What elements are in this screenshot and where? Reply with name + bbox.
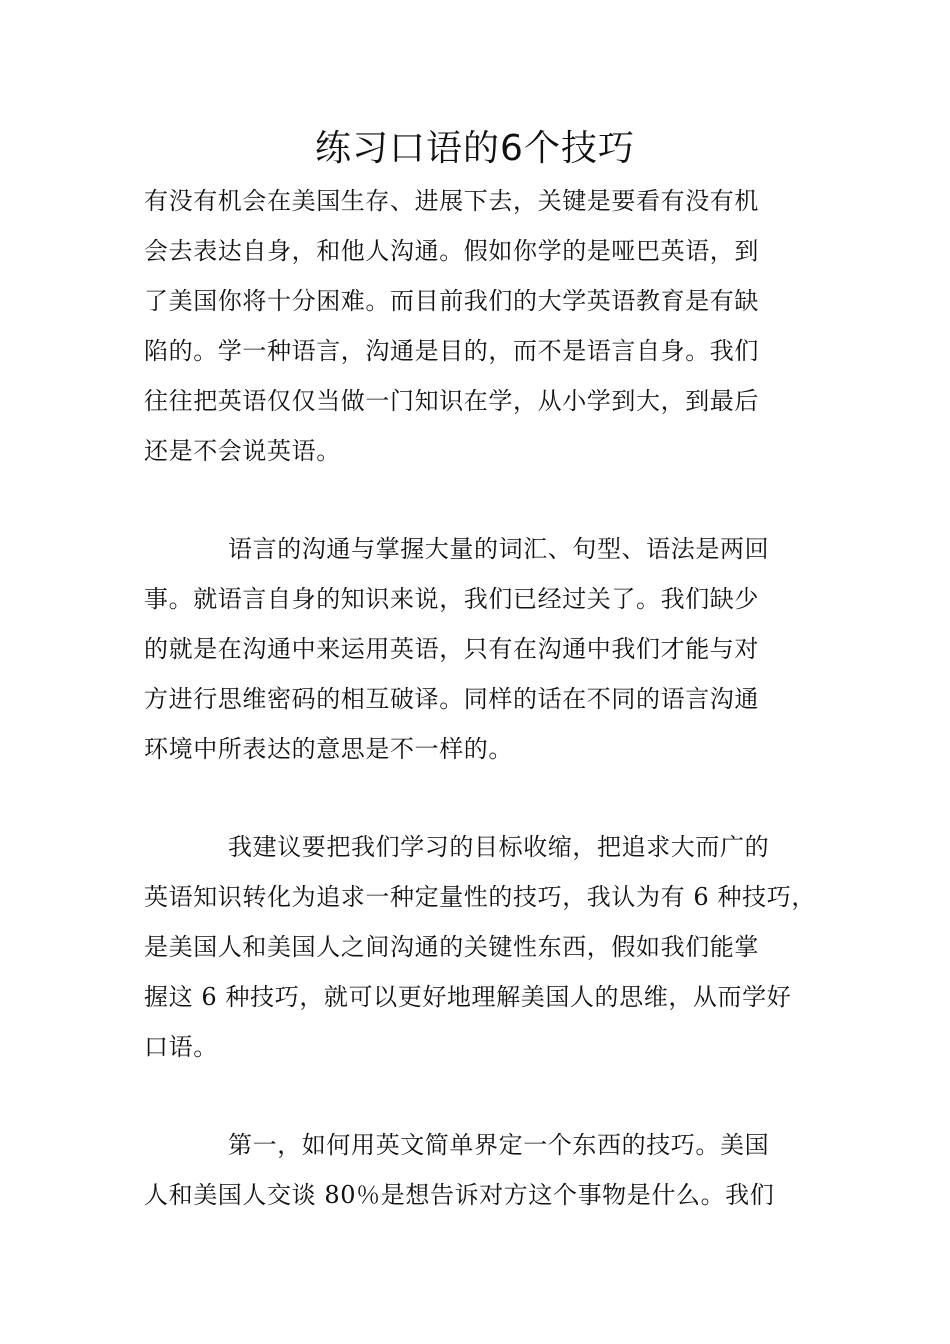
paragraph-line: 事。就语言自身的知识来说，我们已经过关了。我们缺少: [144, 585, 759, 613]
paragraph-line: 英语知识转化为追求一种定量性的技巧，我认为有 6 种技巧，: [144, 883, 816, 911]
paragraph-line: 会去表达自身，和他人沟通。假如你学的是哑巴英语，到: [144, 237, 759, 265]
paragraph-line: 环境中所表达的意思是不一样的。: [144, 735, 513, 763]
paragraph-line: 我建议要把我们学习的目标收缩，把追求大而广的: [228, 833, 770, 861]
paragraph-line: 语言的沟通与掌握大量的词汇、句型、语法是两回: [228, 535, 770, 563]
paragraph-line: 握这 6 种技巧，就可以更好地理解美国人的思维，从而学好: [144, 983, 792, 1011]
paragraph-line: 有没有机会在美国生存、进展下去，关键是要看有没有机: [144, 187, 759, 215]
paragraph-line: 人和美国人交谈 80％是想告诉对方这个事物是什么。我们: [144, 1181, 775, 1209]
paragraph-line: 第一，如何用英文简单界定一个东西的技巧。美国: [228, 1131, 770, 1159]
paragraph-4: [144, 1120, 814, 1220]
paragraph-line: 往往把英语仅仅当做一门知识在学，从小学到大，到最后: [144, 387, 759, 415]
paragraph-line: 是美国人和美国人之间沟通的关键性东西，假如我们能掌: [144, 933, 759, 961]
paragraph-2: [144, 524, 814, 774]
paragraph-line: 方进行思维密码的相互破译。同样的话在不同的语言沟通: [144, 685, 759, 713]
paragraph-line: 还是不会说英语。: [144, 437, 341, 465]
paragraph-line: 陷的。学一种语言，沟通是目的，而不是语言自身。我们: [144, 337, 759, 365]
paragraph-line: 口语。: [144, 1033, 218, 1061]
paragraph-3: [144, 822, 814, 1072]
document-title: 练习口语的6个技巧: [315, 128, 635, 169]
paragraph-line: 了美国你将十分困难。而目前我们的大学英语教育是有缺: [144, 287, 759, 315]
paragraph-line: 的就是在沟通中来运用英语，只有在沟通中我们才能与对: [144, 635, 759, 663]
paragraph-1: [144, 176, 814, 476]
